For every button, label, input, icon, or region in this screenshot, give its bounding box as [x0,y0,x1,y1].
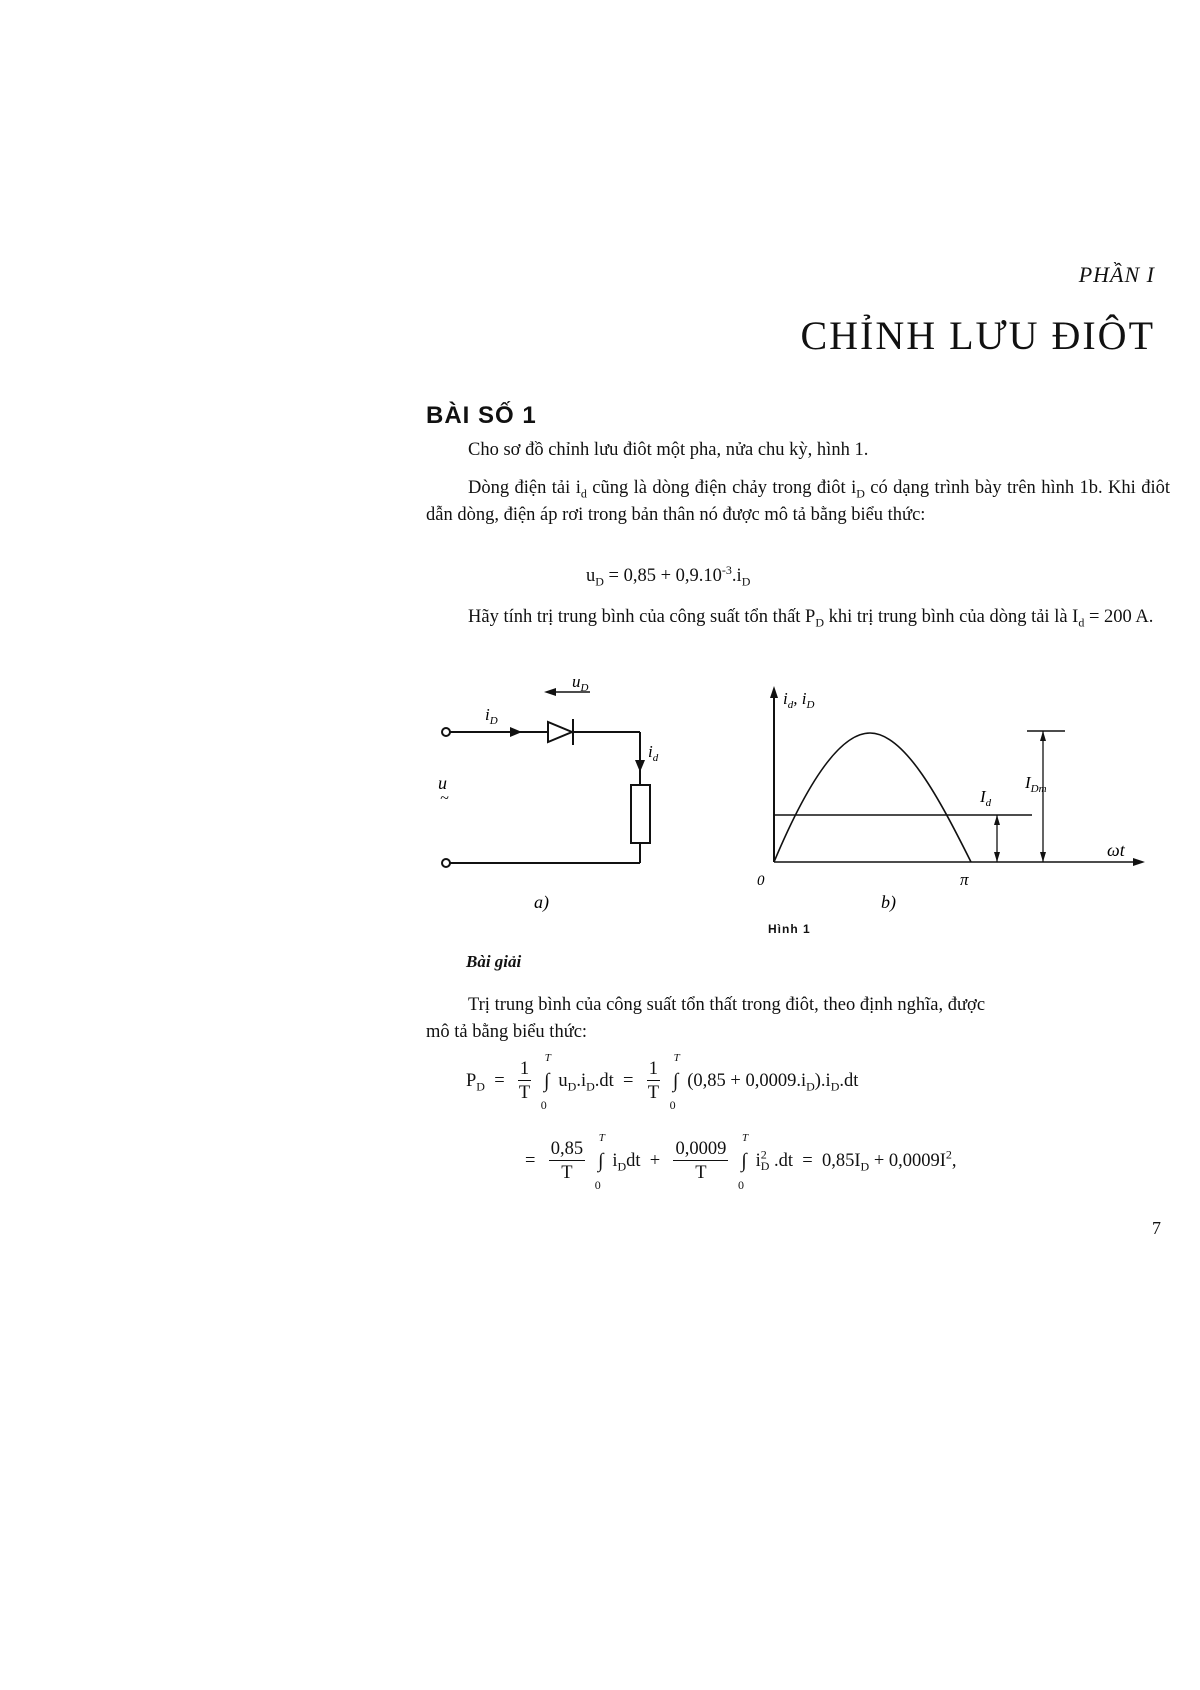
load-current-arrow-icon [635,760,645,772]
result: + 0,0009I [869,1150,946,1171]
figure-b-label: b) [881,892,896,912]
solution-title: Bài giải [466,952,522,971]
figure-a-label: a) [534,892,549,912]
term: dt [626,1150,641,1171]
eq-sign: = [802,1150,813,1171]
subscript: d [1078,615,1085,630]
eq-rhs: = 0,85 + 0,9.10 [603,566,722,586]
lower-limit: 0 [594,1178,601,1192]
subscript: D [830,1079,840,1094]
paragraph-text: = 200 A. [1084,607,1154,627]
svg-text:u: u [438,773,447,793]
svg-text:IDm: $I_{Dm}$ [1025,773,1047,795]
result: 0,85I [821,1150,861,1171]
plus-sign: + [649,1150,661,1171]
subscript: D [760,1159,770,1174]
fraction [647,1058,660,1105]
subscript: D [806,1079,815,1094]
paragraph-text: mô tả bằng biểu thức: [426,1022,588,1042]
subscript: D [595,574,604,589]
term: u [558,1070,568,1091]
eq-sign: = [525,1150,536,1171]
upper-limit: T [544,1052,551,1064]
diode-voltage-equation [586,562,751,589]
pi-label: π [960,870,969,889]
lower-limit: 0 [669,1098,676,1112]
lower-limit: 0 [540,1098,547,1112]
upper-limit: T [741,1132,749,1144]
x-axis-arrow-icon [1133,858,1145,866]
numerator: 1 [519,1059,530,1079]
input-terminal-top [442,728,450,736]
paragraph-text: Cho sơ đồ chỉnh lưu điôt một pha, nửa chu kỳ, hình 1. [468,440,869,460]
eq-sign: = [623,1070,634,1091]
chapter-title: CHỈNH LƯU ĐIÔT [800,313,1155,358]
subscript: D [860,1159,870,1174]
paragraph-text: có dạng trình bày trên hình 1b. Khi điôt dẫn dòng, điện áp rơi trong bản thân nó được mô tả bằng biểu thức: [426,478,1170,525]
term: ).i [814,1070,831,1091]
paragraph-text: khi trị trung bình của dòng tải là I [824,607,1079,627]
y-axis-arrow-icon [770,686,778,698]
solution-intro [426,992,1170,1046]
denominator: T [695,1163,707,1183]
svg-text:iD: $i_D$ [485,705,498,727]
lower-limit: 0 [737,1178,744,1192]
term: i [755,1150,761,1171]
origin-label: 0 [757,873,765,889]
part-label: PHẦN I [1078,262,1155,287]
subscript: D [617,1159,627,1174]
term: .dt [594,1070,614,1091]
input-terminal-bottom [442,859,450,867]
paragraph-text: Trị trung bình của công suất tổn thất trong điôt, theo định nghĩa, được [468,995,986,1015]
integral-icon: ∫ T 0 [737,1132,749,1192]
subscript: d [580,486,587,501]
term: .i [576,1070,587,1091]
result: , [951,1150,957,1171]
integral-icon: ∫ T 0 [594,1132,605,1192]
subscript: D [741,574,751,589]
term: .dt [769,1150,794,1171]
superscript: 2 [945,1147,952,1162]
eq-lhs: P [466,1070,477,1091]
svg-text:uD: $u_D$ [572,675,589,694]
fraction [549,1138,585,1185]
svg-text:id, iD: $i_d$, $i_D$ [783,689,815,711]
paragraph-text: Hãy tính trị trung bình của công suất tổn thất P [468,607,816,627]
power-equation-line-2 [525,1132,957,1192]
eq-lhs: u [586,566,596,586]
term: (0,85 + 0,0009.i [687,1070,807,1091]
numerator: 0,0009 [675,1139,727,1159]
subscript: D [567,1079,577,1094]
circuit-diagram [430,675,670,925]
paragraph-text: cũng là dòng điện chảy trong điôt i [586,478,857,498]
fraction [673,1138,728,1185]
x-axis-label: ωt [1107,840,1125,860]
superscript: 2 [760,1147,767,1162]
integral-icon: ∫ T 0 [540,1052,551,1112]
integral-icon: ∫ T 0 [669,1052,680,1112]
denominator: T [518,1083,531,1103]
svg-text:Id: $I_d$ [980,787,992,809]
problem-paragraph-2 [426,475,1170,529]
numerator: 1 [648,1059,658,1079]
problem-title: BÀI SỐ 1 [426,402,537,429]
waveform-chart [755,680,1155,925]
figure-caption: Hình 1 [768,922,811,936]
term: i [612,1150,618,1171]
subscript: D [856,486,865,501]
svg-text:id: $i_d$ [648,742,659,764]
term: .dt [839,1070,859,1091]
subscript: D [815,615,825,630]
numerator: 0,85 [550,1139,584,1159]
power-equation-line-1 [466,1052,859,1112]
denominator: T [561,1163,573,1183]
paragraph-text: Dòng điện tải i [468,478,581,498]
fraction [518,1058,531,1105]
problem-paragraph-3 [426,604,1170,631]
problem-paragraph-1 [426,437,1170,464]
upper-limit: T [673,1052,680,1064]
voltage-arrow-icon [544,688,556,696]
page-number: 7 [1152,1218,1161,1238]
superscript: -3 [721,562,732,577]
current-arrow-icon [510,727,522,737]
subscript: D [586,1079,595,1094]
subscript: D [476,1079,485,1094]
svg-text:~: ~ [440,790,449,807]
eq-sign: = [494,1070,505,1091]
eq-tail: .i [731,566,742,586]
upper-limit: T [598,1132,605,1144]
denominator: T [647,1083,659,1103]
